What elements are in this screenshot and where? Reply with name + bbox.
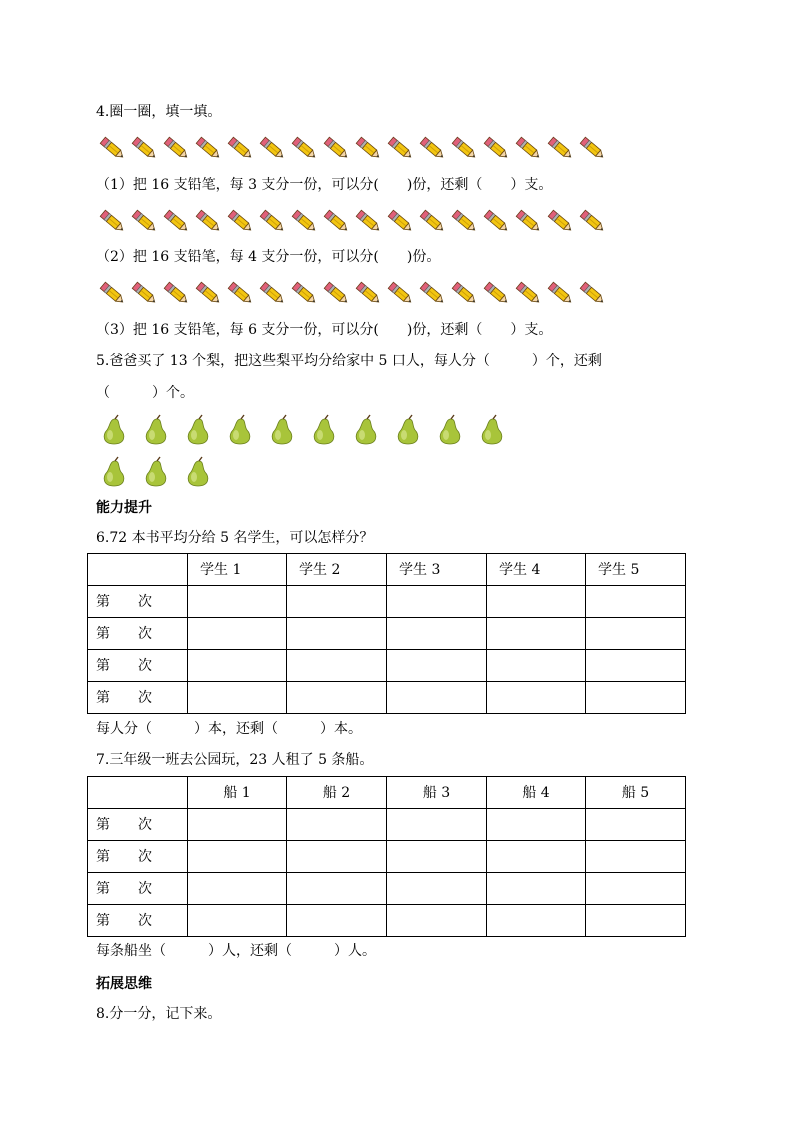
pencil-icon — [288, 205, 320, 237]
q4-part-2: （2）把 16 支铅笔，每 4 支分一份，可以分( )份。 — [96, 249, 441, 265]
table-header-cell: 学生 5 — [586, 554, 686, 586]
row-label: 第 次 — [88, 650, 188, 682]
pencil-icon — [480, 277, 512, 309]
table-row — [88, 905, 686, 937]
pencil-icon — [384, 132, 416, 164]
pear-icon — [98, 413, 140, 447]
table-header-cell: 船 3 — [387, 777, 487, 809]
q7-table — [87, 776, 686, 937]
pencil-icon — [320, 205, 352, 237]
table-header-cell: 学生 1 — [188, 554, 287, 586]
pencil-icon — [512, 205, 544, 237]
pencil-icon — [384, 205, 416, 237]
pear-icon — [140, 455, 182, 489]
table-header-cell: 学生 3 — [387, 554, 487, 586]
answer-cell[interactable] — [387, 650, 487, 682]
answer-cell[interactable] — [188, 841, 287, 873]
answer-cell[interactable] — [287, 682, 387, 714]
pencil-icon — [352, 205, 384, 237]
table-row — [88, 618, 686, 650]
pencil-icon — [448, 132, 480, 164]
pencil-icon — [320, 277, 352, 309]
pear-icon — [98, 455, 140, 489]
table-row — [88, 873, 686, 905]
answer-cell[interactable] — [188, 809, 287, 841]
answer-cell[interactable] — [387, 618, 487, 650]
q5-line-2: （ ）个。 — [96, 385, 194, 401]
pencil-icon — [512, 132, 544, 164]
answer-cell[interactable] — [387, 841, 487, 873]
pencil-icon — [480, 205, 512, 237]
pencil-icon — [544, 277, 576, 309]
pencil-icon — [416, 205, 448, 237]
table-row — [88, 682, 686, 714]
answer-cell[interactable] — [387, 809, 487, 841]
table-header-cell: 船 1 — [188, 777, 287, 809]
pear-icon — [476, 413, 518, 447]
answer-cell[interactable] — [487, 905, 586, 937]
table-header-cell: 船 2 — [287, 777, 387, 809]
q6-title: 6.72 本书平均分给 5 名学生，可以怎样分？ — [96, 530, 374, 546]
answer-cell[interactable] — [487, 682, 586, 714]
q4-title: 4.圈一圈，填一填。 — [96, 104, 222, 120]
pear-icon — [392, 413, 434, 447]
answer-cell[interactable] — [188, 618, 287, 650]
pear-icon — [140, 413, 182, 447]
answer-cell[interactable] — [586, 682, 686, 714]
pencil-icon — [96, 277, 128, 309]
row-label: 第 次 — [88, 905, 188, 937]
answer-cell[interactable] — [586, 618, 686, 650]
answer-cell[interactable] — [487, 586, 586, 618]
pencil-icon — [576, 132, 608, 164]
pencil-icon — [544, 132, 576, 164]
pencil-icon — [96, 132, 128, 164]
pencil-icon — [128, 205, 160, 237]
q5-line-1: 5.爸爸买了 13 个梨，把这些梨平均分给家中 5 口人，每人分（ ）个，还剩 — [96, 353, 602, 369]
answer-cell[interactable] — [387, 586, 487, 618]
q4-part-3: （3）把 16 支铅笔，每 6 支分一份，可以分( )份，还剩（ ）支。 — [96, 322, 553, 338]
pencil-icon — [480, 132, 512, 164]
pencil-icon — [576, 277, 608, 309]
answer-cell[interactable] — [188, 905, 287, 937]
pencil-icon — [384, 277, 416, 309]
row-label: 第 次 — [88, 809, 188, 841]
pencil-icon — [256, 205, 288, 237]
pencil-icon — [256, 277, 288, 309]
pencil-icon — [160, 277, 192, 309]
answer-cell[interactable] — [586, 586, 686, 618]
pear-row-2 — [98, 455, 224, 489]
pencil-icon — [352, 277, 384, 309]
table-row — [88, 841, 686, 873]
pencil-row-1 — [96, 132, 608, 166]
pencil-icon — [192, 132, 224, 164]
table-header-row — [88, 554, 686, 586]
table-header-cell: 船 5 — [586, 777, 686, 809]
section-extend-heading: 拓展思维 — [96, 976, 152, 992]
pencil-icon — [288, 277, 320, 309]
pencil-icon — [160, 205, 192, 237]
pear-icon — [434, 413, 476, 447]
pear-icon — [182, 413, 224, 447]
pencil-icon — [192, 277, 224, 309]
table-row — [88, 586, 686, 618]
pencil-icon — [448, 277, 480, 309]
table-header-cell — [88, 777, 188, 809]
pencil-icon — [512, 277, 544, 309]
table-header-cell: 船 4 — [487, 777, 586, 809]
table-row — [88, 809, 686, 841]
answer-cell[interactable] — [188, 650, 287, 682]
answer-cell[interactable] — [387, 873, 487, 905]
answer-cell[interactable] — [287, 841, 387, 873]
answer-cell[interactable] — [287, 586, 387, 618]
answer-cell[interactable] — [586, 809, 686, 841]
pencil-row-3 — [96, 277, 608, 311]
q7-title: 7.三年级一班去公园玩，23 人租了 5 条船。 — [96, 752, 374, 768]
table-header-cell: 学生 2 — [287, 554, 387, 586]
pencil-icon — [288, 132, 320, 164]
answer-cell[interactable] — [487, 841, 586, 873]
answer-cell[interactable] — [287, 650, 387, 682]
pencil-icon — [160, 132, 192, 164]
pear-icon — [308, 413, 350, 447]
answer-cell[interactable] — [188, 873, 287, 905]
table-header-row — [88, 777, 686, 809]
answer-cell[interactable] — [586, 873, 686, 905]
pencil-icon — [576, 205, 608, 237]
pencil-icon — [96, 205, 128, 237]
pear-icon — [266, 413, 308, 447]
pencil-icon — [224, 205, 256, 237]
row-label: 第 次 — [88, 873, 188, 905]
pencil-icon — [416, 277, 448, 309]
q6-table — [87, 553, 686, 714]
answer-cell[interactable] — [487, 809, 586, 841]
row-label: 第 次 — [88, 841, 188, 873]
answer-cell[interactable] — [287, 618, 387, 650]
pencil-icon — [416, 132, 448, 164]
answer-cell[interactable] — [487, 650, 586, 682]
answer-cell[interactable] — [287, 873, 387, 905]
row-label: 第 次 — [88, 586, 188, 618]
pencil-icon — [224, 277, 256, 309]
pear-icon — [224, 413, 266, 447]
q8-title: 8.分一分，记下来。 — [96, 1006, 222, 1022]
answer-cell[interactable] — [487, 873, 586, 905]
answer-cell[interactable] — [387, 905, 487, 937]
answer-cell[interactable] — [586, 905, 686, 937]
pencil-icon — [128, 132, 160, 164]
answer-cell[interactable] — [188, 586, 287, 618]
pear-icon — [350, 413, 392, 447]
row-label: 第 次 — [88, 618, 188, 650]
pencil-icon — [192, 205, 224, 237]
pencil-icon — [544, 205, 576, 237]
answer-cell[interactable] — [287, 905, 387, 937]
answer-cell[interactable] — [188, 682, 287, 714]
pencil-icon — [256, 132, 288, 164]
answer-cell[interactable] — [287, 809, 387, 841]
table-header-cell — [88, 554, 188, 586]
pencil-icon — [128, 277, 160, 309]
pencil-icon — [224, 132, 256, 164]
pencil-row-2 — [96, 205, 608, 239]
q4-part-1: （1）把 16 支铅笔，每 3 支分一份，可以分( )份，还剩（ ）支。 — [96, 177, 553, 193]
pear-icon — [182, 455, 224, 489]
table-row — [88, 650, 686, 682]
pencil-icon — [352, 132, 384, 164]
answer-cell[interactable] — [387, 682, 487, 714]
table-header-cell: 学生 4 — [487, 554, 586, 586]
answer-cell[interactable] — [586, 841, 686, 873]
pear-row-1 — [98, 413, 518, 447]
q6-answer: 每人分（ ）本，还剩（ ）本。 — [96, 721, 362, 737]
row-label: 第 次 — [88, 682, 188, 714]
answer-cell[interactable] — [586, 650, 686, 682]
answer-cell[interactable] — [487, 618, 586, 650]
pencil-icon — [448, 205, 480, 237]
q7-answer: 每条船坐（ ）人，还剩（ ）人。 — [96, 943, 376, 959]
section-ability-heading: 能力提升 — [96, 500, 152, 516]
pencil-icon — [320, 132, 352, 164]
